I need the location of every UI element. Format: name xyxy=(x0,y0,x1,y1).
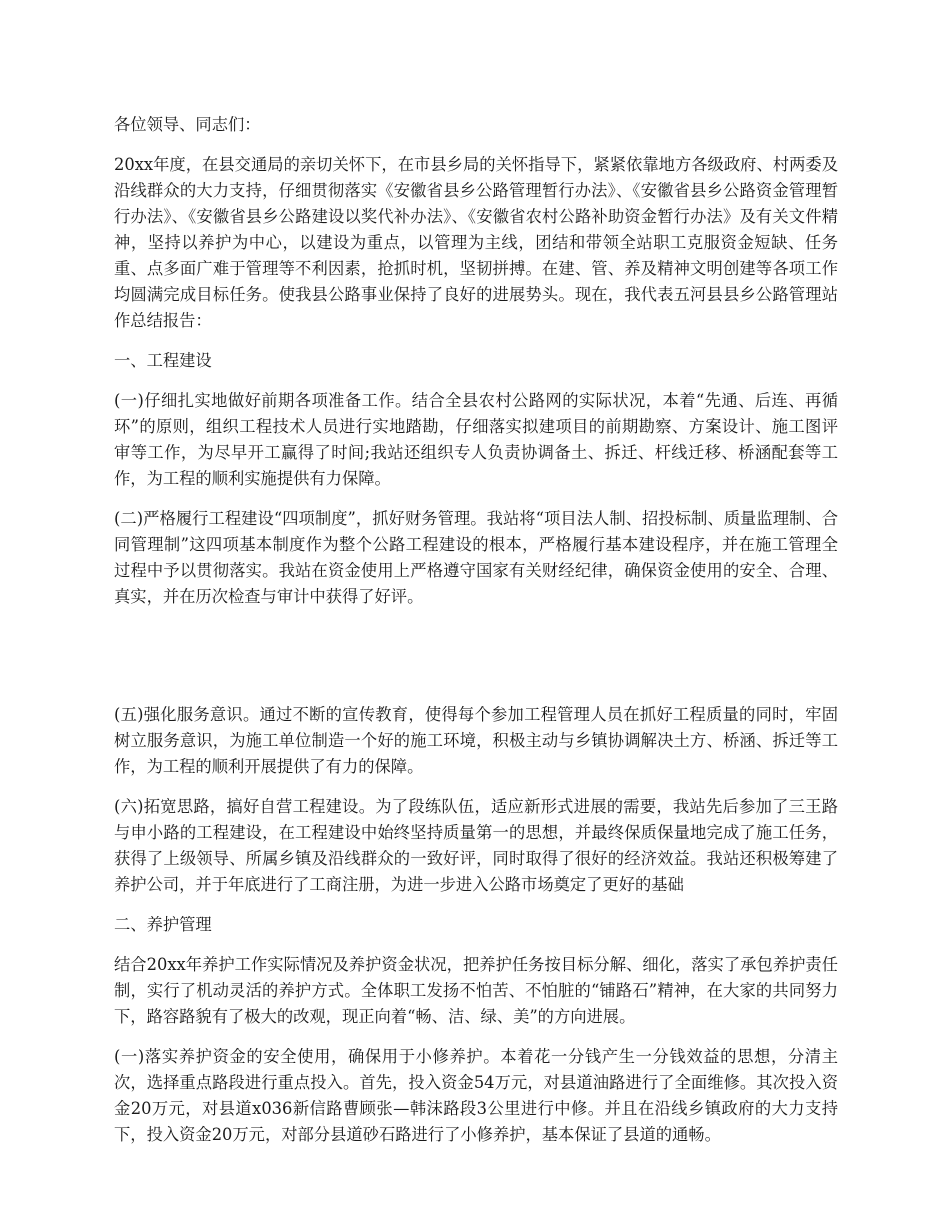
paragraph-service-awareness: (五)强化服务意识。通过不断的宣传教育，使得每个参加工程管理人员在抓好工程质量的同时，牢固树立服务意识，为施工单位制造一个好的施工环境，积极主动与乡镇协调解决土方、桥涵、拆迁等工作，为工程的顺利开展提供了有力的保障。 xyxy=(114,705,838,776)
paragraph-self-operated-projects: (六)拓宽思路，搞好自营工程建设。为了段练队伍，适应新形式进展的需要，我站先后参加了三王路与申小路的工程建设，在工程建设中始终坚持质量第一的思想，并最终保质保量地完成了施工任务，获得了上级领导、所属乡镇及沿线群众的一致好评，同时取得了很好的经济效益。我站还积极筹建了养护公司，并于年底进行了工商注册，为进一步进入公路市场奠定了更好的基础 xyxy=(114,797,838,894)
blank-gap xyxy=(114,624,838,702)
paragraph-maintenance-intro: 结合20xx年养护工作实际情况及养护资金状况，把养护任务按目标分解、细化，落实了承包养护责任制，实行了机动灵活的养护方式。全体职工发扬不怕苦、不怕脏的“铺路石”精神，在大家的共同努力下，路容路貌有了极大的改观，现正向着“畅、洁、绿、美”的方向进展。 xyxy=(114,955,838,1026)
section-heading-engineering: 一、工程建设 xyxy=(114,351,212,370)
document-body xyxy=(114,112,838,1162)
intro-paragraph: 20xx年度，在县交通局的亲切关怀下，在市县乡局的关怀指导下，紧紧依靠地方各级政府、村两委及沿线群众的大力支持，仔细贯彻落实《安徽省县乡公路管理暂行办法》、《安徽省县乡公路资金管理暂行办法》、《安徽省县乡公路建设以奖代补办法》、《安徽省农村公路补助资金暂行办法》及有关文件精神，坚持以养护为中心，以建设为重点，以管理为主线，团结和带领全站职工克服资金短缺、任务重、点多面广难于管理等不利因素，抢抓时机，坚韧拼搏。在建、管、养及精神文明创建等各项工作均圆满完成目标任务。使我县公路事业保持了良好的进展势头。现在，我代表五河县县乡公路管理站作总结报告： xyxy=(114,155,838,330)
salutation: 各位领导、同志们： xyxy=(114,115,261,134)
paragraph-preparation: (一)仔细扎实地做好前期各项准备工作。结合全县农村公路网的实际状况，本着“先通、后连、再循环”的原则，组织工程技术人员进行实地踏勘，仔细落实拟建项目的前期勘察、方案设计、施工图评审等工作，为尽早开工赢得了时间;我站还组织专人负责协调备土、拆迁、杆线迁移、桥涵配套等工作，为工程的顺利实施提供有力保障。 xyxy=(114,391,838,488)
paragraph-maintenance-funds: (一)落实养护资金的安全使用，确保用于小修养护。本着花一分钱产生一分钱效益的思想，分清主次，选择重点路段进行重点投入。首先，投入资金54万元，对县道油路进行了全面维修。其次投入资金20万元，对县道x036新信路曹顾张—韩沫路段3公里进行中修。并且在沿线乡镇政府的大力支持下，投入资金20万元，对部分县道砂石路进行了小修养护，基本保证了县道的通畅。 xyxy=(114,1047,838,1144)
section-heading-maintenance: 二、养护管理 xyxy=(114,915,212,934)
paragraph-four-systems: (二)严格履行工程建设“四项制度”，抓好财务管理。我站将“项目法人制、招投标制、质量监理制、合同管理制”这四项基本制度作为整个公路工程建设的根本，严格履行基本建设程序，并在施工管理全过程中予以贯彻落实。我站在资金使用上严格遵守国家有关财经纪律，确保资金使用的安全、合理、真实，并在历次检查与审计中获得了好评。 xyxy=(114,509,838,606)
